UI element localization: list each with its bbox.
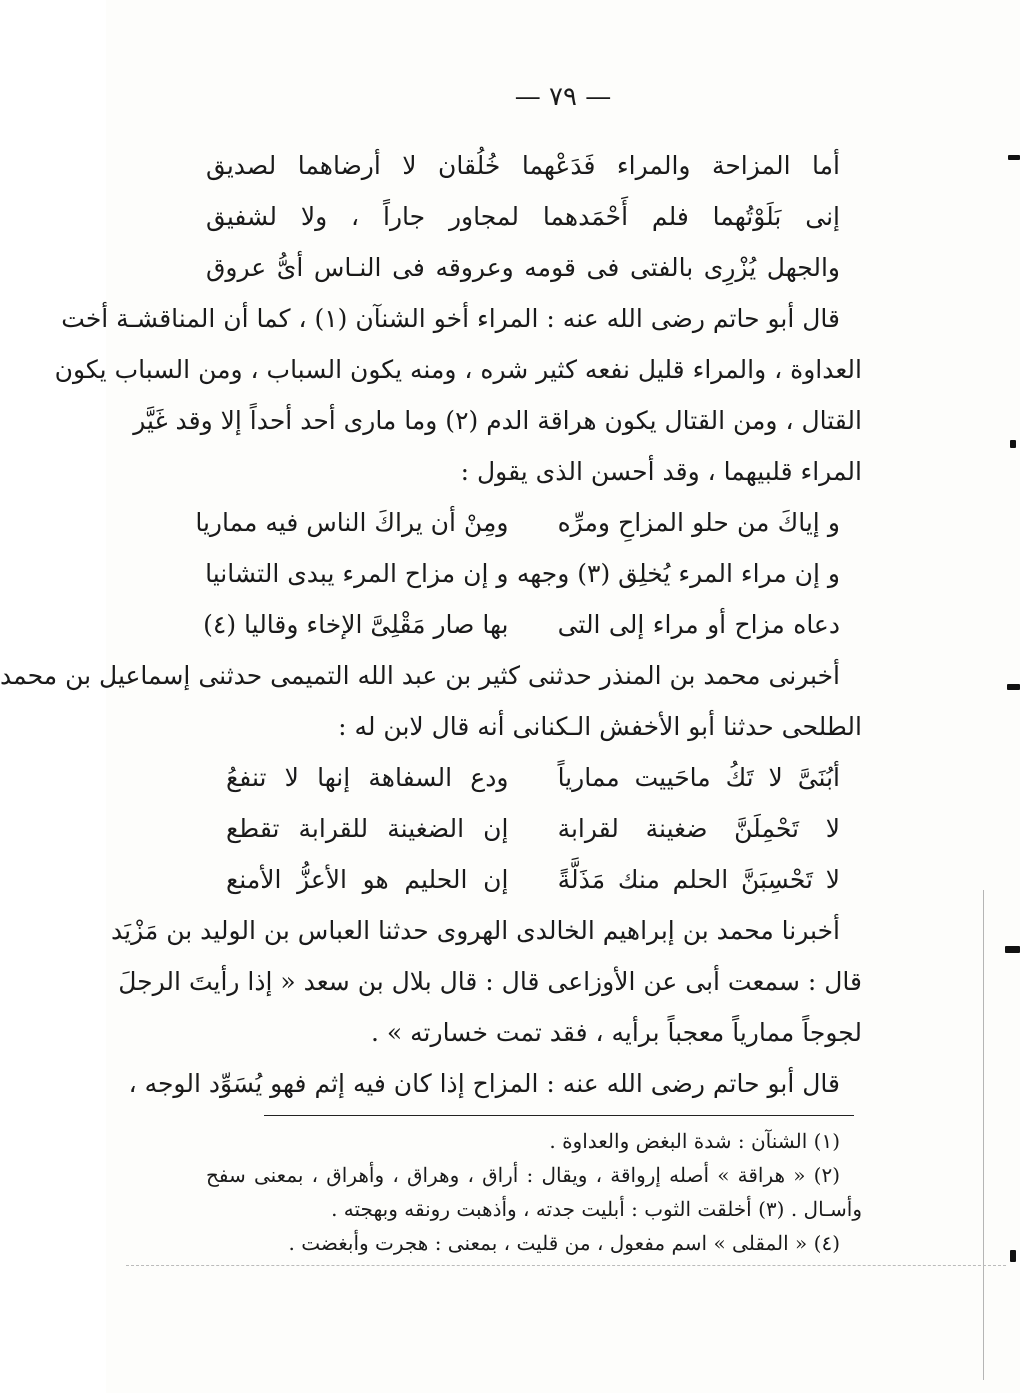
- verse-second-hemistich: ودع السفاهة إنها لا تنفعُ: [226, 763, 509, 792]
- paragraph-line: أخبرنا محمد بن إبراهيم الخالدى الهروى حدثنا العباس بن الوليد بن مَزْيَد: [111, 916, 840, 945]
- footnote: وأسـال . (٣) أخلقت الثوب : أبليت جدته ، وأذهبت رونقه وبهجته .: [331, 1197, 862, 1221]
- verse-line: [206, 803, 862, 854]
- verse-second-hemistich: ومِنْ أن يراكَ الناس فيه مماريا: [195, 508, 509, 537]
- binding-edge-line: [983, 890, 984, 1380]
- footnote-separator: [264, 1115, 854, 1116]
- verse-line: [203, 599, 862, 650]
- paragraph-line: المراء قلبيهما ، وقد أحسن الذى يقول :: [460, 457, 862, 486]
- paragraph-line: القتال ، ومن القتال يكون هراقة الدم (٢) وما مارى أحد أحداً إلا وقد غَيَّر: [133, 406, 862, 435]
- verse-line: [195, 497, 862, 548]
- main-text: [0, 140, 862, 1109]
- paragraph-line: العداوة ، والمراء قليل نفعه كثير شره ، ومنه يكون السباب ، ومن السباب يكون: [54, 355, 862, 384]
- scan-margin-mark: [1008, 155, 1020, 160]
- paragraph-line: قال أبو حاتم رضى الله عنه : المزاح إذا كان فيه إثم فهو يُسَوِّد الوجه ،: [128, 1069, 840, 1098]
- footnotes: [206, 1124, 862, 1260]
- paragraph-line: لجوجاً ممارياً معجباً برأيه ، فقد تمت خسارته » .: [371, 1018, 862, 1047]
- verse-first-hemistich: لا تَحْمِلَنَّ ضغينة لقرابة: [557, 814, 840, 843]
- footnote: (٢) « هراقة » أصله إرواقة ، ويقال : أراق ، وهراق ، وأهراق ، بمعنى سفح: [206, 1163, 840, 1187]
- verse-first-hemistich: أبُنَىَّ لا تَكُ ماحَييت ممارياً: [557, 763, 840, 792]
- page-number: — ٧٩ —: [514, 82, 612, 112]
- scan-margin-mark: [1010, 440, 1016, 448]
- verse-line: [206, 752, 862, 803]
- poem-line: إنى بَلَوْتُهما فلم أَحْمَدهما لمجاور جاراً ، ولا لشفيق: [206, 202, 840, 231]
- verse-second-hemistich: بها صار مَقْلِىَّ الإخاء وقاليا (٤): [203, 610, 509, 639]
- paragraph-line: قال : سمعت أبى عن الأوزاعى قال : قال بلال بن سعد « إذا رأيتَ الرجلَ: [118, 967, 862, 996]
- scan-dotted-line: [126, 1265, 1006, 1266]
- poem-line: والجهل يُزْرِى بالفتى فى قومه وعروقه فى النـاس أىُّ عروق: [206, 253, 840, 282]
- verse-second-hemistich: إن الضغينة للقرابة تقطع: [226, 814, 509, 843]
- verse-first-hemistich: دعاه مزاح أو مراء إلى التى: [557, 610, 840, 639]
- verse-first-hemistich: لا تَحْسِبَنَّ الحلم منك مَذَلَّةً: [557, 865, 840, 894]
- footnote: (٤) « المقلى » اسم مفعول ، من قليت ، بمعنى : هجرت وأبغضت .: [288, 1231, 840, 1255]
- verse-first-hemistich: و إياكَ من حلو المزاحِ ومرِّه: [557, 508, 840, 537]
- verse-first-hemistich: و إن مراء المرء يُخلِق (٣) وجهه: [516, 559, 840, 588]
- verse-second-hemistich: إن الحليم هو الأعزُّ الأمنع: [226, 865, 509, 894]
- footnote: (١) الشنآن : شدة البغض والعداوة .: [549, 1129, 840, 1153]
- paragraph-line: قال أبو حاتم رضى الله عنه : المراء أخو الشنآن (١) ، كما أن المناقشـة أخت: [61, 304, 840, 333]
- scan-margin-mark: [1010, 1250, 1016, 1262]
- poem-line: أما المزاحة والمراء فَدَعْهما خُلُقان لا أرضاهما لصديق: [206, 151, 840, 180]
- scan-margin-mark: [1005, 946, 1020, 953]
- verse-line: [206, 548, 862, 599]
- paragraph-line: أخبرنى محمد بن المنذر حدثنى كثير بن عبد الله التميمى حدثنى إسماعيل بن محمد: [0, 661, 840, 690]
- paragraph-line: الطلحى حدثنا أبو الأخفش الـكنانى أنه قال لابن له :: [338, 712, 862, 741]
- verse-second-hemistich: و إن مزاح المرء يبدى التشانيا: [205, 559, 509, 588]
- scan-margin-mark: [1007, 684, 1020, 690]
- verse-line: [206, 854, 862, 905]
